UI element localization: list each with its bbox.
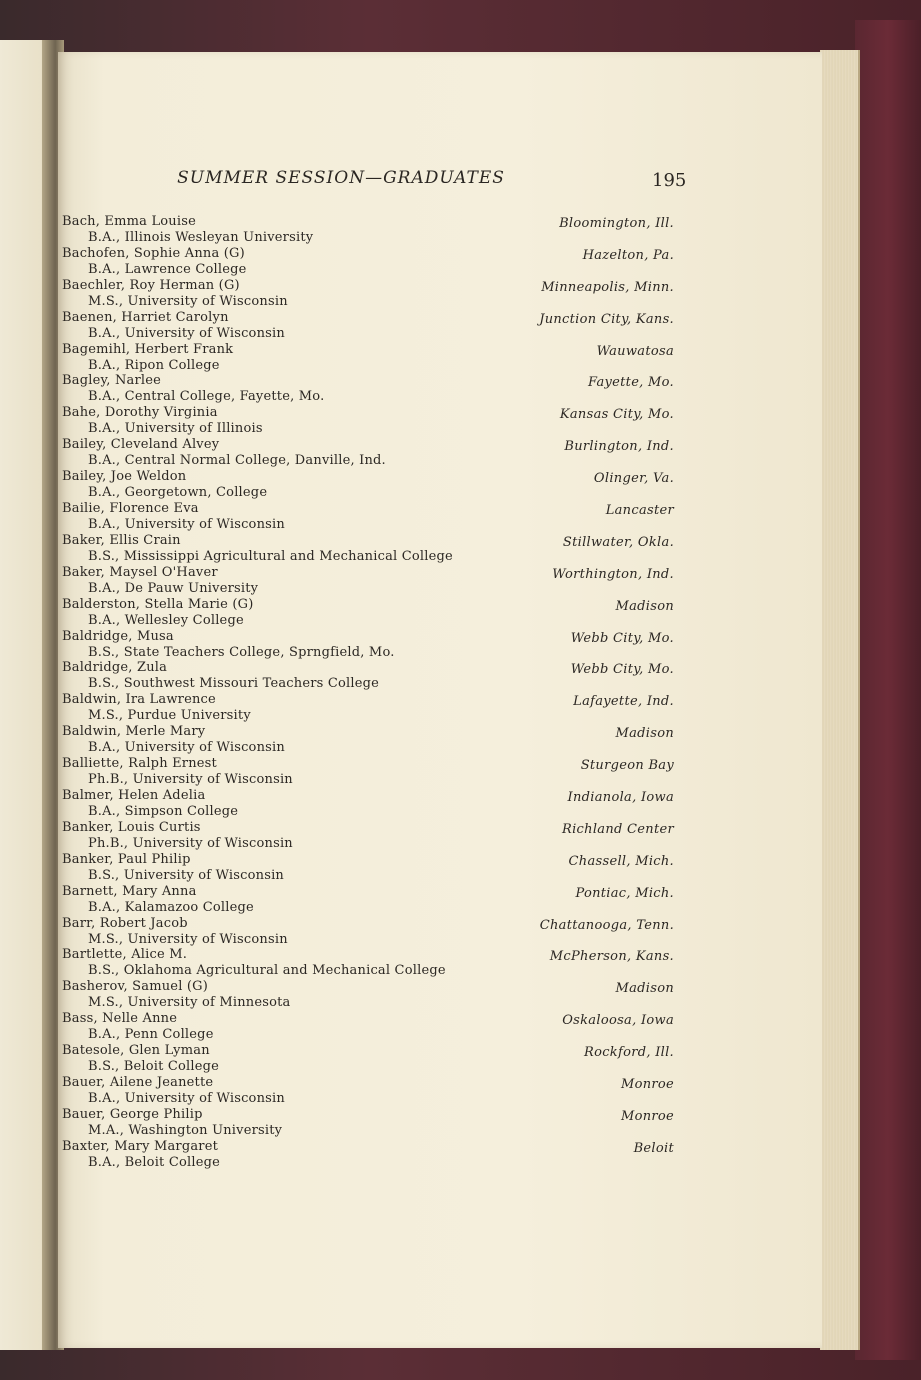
graduate-degree: M.S., University of Wisconsin	[88, 931, 288, 947]
graduate-entry	[62, 820, 682, 852]
graduate-name: Bailey, Joe Weldon	[62, 469, 187, 485]
graduate-entry	[62, 629, 682, 661]
graduate-hometown: Lancaster	[605, 503, 674, 519]
page-edges	[820, 50, 860, 1350]
graduate-hometown: Webb City, Mo.	[570, 630, 674, 646]
graduate-name: Baenen, Harriet Carolyn	[62, 309, 229, 325]
graduate-entry	[62, 884, 682, 916]
graduate-entry	[62, 469, 682, 501]
graduate-degree: B.A., Simpson College	[88, 804, 239, 820]
graduate-hometown: Monroe	[620, 1108, 674, 1124]
graduate-entry	[62, 788, 682, 820]
graduate-name: Balderston, Stella Marie (G)	[62, 596, 254, 612]
graduate-entry	[62, 597, 682, 629]
graduate-entry	[62, 501, 682, 533]
graduate-hometown: Monroe	[620, 1077, 674, 1093]
graduate-entry	[62, 405, 682, 437]
graduate-hometown: Chattanooga, Tenn.	[539, 917, 674, 933]
graduate-name: Baldridge, Musa	[62, 628, 174, 644]
graduate-entry	[62, 246, 682, 278]
graduate-degree: B.S., Southwest Missouri Teachers College	[88, 676, 380, 692]
graduate-hometown: Olinger, Va.	[593, 471, 674, 487]
graduate-degree: B.S., University of Wisconsin	[88, 867, 285, 883]
graduate-degree: B.A., Beloit College	[88, 1154, 221, 1170]
graduate-entry	[62, 1075, 682, 1107]
graduate-hometown: Worthington, Ind.	[552, 566, 674, 582]
graduate-entry	[62, 278, 682, 310]
graduate-hometown: McPherson, Kans.	[549, 949, 674, 965]
graduate-entry	[62, 692, 682, 724]
page-number: 195	[652, 170, 687, 191]
graduate-hometown: Hazelton, Pa.	[582, 247, 674, 263]
graduate-hometown: Junction City, Kans.	[539, 311, 674, 327]
graduate-hometown: Kansas City, Mo.	[559, 407, 674, 423]
graduate-degree: M.S., Purdue University	[88, 708, 251, 724]
graduate-hometown: Sturgeon Bay	[580, 758, 674, 774]
graduate-entry	[62, 1139, 682, 1171]
graduate-degree: M.S., University of Minnesota	[88, 995, 291, 1011]
graduate-degree: Ph.B., University of Wisconsin	[88, 835, 293, 851]
graduate-entry	[62, 373, 682, 405]
graduate-entry	[62, 533, 682, 565]
graduate-list	[62, 214, 682, 1171]
graduate-hometown: Madison	[615, 981, 674, 997]
graduate-hometown: Webb City, Mo.	[570, 662, 674, 678]
graduate-degree: B.A., Central Normal College, Danville, Ind.	[88, 453, 386, 469]
graduate-name: Bach, Emma Louise	[62, 214, 197, 229]
graduate-name: Basherov, Samuel (G)	[62, 979, 209, 995]
graduate-entry	[62, 852, 682, 884]
graduate-name: Bailey, Cleveland Alvey	[62, 437, 220, 453]
graduate-name: Baker, Maysel O'Haver	[62, 564, 218, 580]
graduate-name: Bachofen, Sophie Anna (G)	[62, 245, 245, 261]
graduate-degree: B.A., University of Wisconsin	[88, 325, 285, 341]
graduate-name: Batesole, Glen Lyman	[62, 1043, 210, 1059]
graduate-degree: B.S., Beloit College	[88, 1059, 220, 1075]
graduate-name: Balmer, Helen Adelia	[62, 788, 206, 804]
graduate-entry	[62, 437, 682, 469]
graduate-hometown: Wauwatosa	[596, 343, 674, 359]
graduate-name: Baldwin, Merle Mary	[62, 724, 206, 740]
graduate-degree: B.A., University of Wisconsin	[88, 740, 285, 756]
graduate-degree: B.A., University of Illinois	[88, 421, 263, 437]
graduate-hometown: Madison	[615, 598, 674, 614]
graduate-entry	[62, 916, 682, 948]
graduate-hometown: Rockford, Ill.	[584, 1045, 674, 1061]
graduate-name: Bailie, Florence Eva	[62, 501, 199, 517]
graduate-degree: B.A., Georgetown, College	[88, 485, 268, 501]
graduate-name: Bagley, Narlee	[62, 373, 162, 389]
graduate-degree: B.A., Illinois Wesleyan University	[88, 230, 314, 245]
graduate-entry	[62, 1107, 682, 1139]
graduate-hometown: Richland Center	[562, 821, 674, 837]
graduate-degree: B.A., Ripon College	[88, 357, 220, 373]
graduate-degree: B.S., Mississippi Agricultural and Mechanical College	[88, 548, 453, 564]
graduate-name: Bagemihl, Herbert Frank	[62, 341, 234, 357]
graduate-degree: B.S., State Teachers College, Sprngfield, Mo.	[88, 644, 395, 660]
graduate-hometown: Oskaloosa, Iowa	[562, 1013, 674, 1029]
graduate-name: Balliette, Ralph Ernest	[62, 756, 217, 772]
graduate-degree: B.S., Oklahoma Agricultural and Mechanical College	[88, 963, 446, 979]
cover-edge	[855, 20, 921, 1360]
graduate-hometown: Lafayette, Ind.	[573, 694, 674, 710]
graduate-name: Bass, Nelle Anne	[62, 1011, 178, 1027]
graduate-hometown: Madison	[615, 726, 674, 742]
graduate-entry	[62, 660, 682, 692]
graduate-name: Baker, Ellis Crain	[62, 532, 181, 548]
graduate-entry	[62, 310, 682, 342]
graduate-degree: B.A., De Pauw University	[88, 580, 259, 596]
graduate-name: Baldwin, Ira Lawrence	[62, 692, 216, 708]
graduate-name: Baxter, Mary Margaret	[62, 1138, 219, 1154]
graduate-hometown: Indianola, Iowa	[567, 790, 674, 806]
graduate-name: Bauer, Ailene Jeanette	[62, 1075, 214, 1091]
graduate-hometown: Minneapolis, Minn.	[541, 279, 674, 295]
graduate-name: Bauer, George Philip	[62, 1106, 203, 1122]
graduate-degree: B.A., Penn College	[88, 1027, 214, 1043]
graduate-hometown: Fayette, Mo.	[588, 375, 674, 391]
graduate-hometown: Chassell, Mich.	[568, 853, 674, 869]
graduate-entry	[62, 756, 682, 788]
graduate-degree: B.A., Kalamazoo College	[88, 899, 254, 915]
graduate-hometown: Stillwater, Okla.	[562, 534, 674, 550]
graduate-name: Banker, Paul Philip	[62, 851, 191, 867]
graduate-entry	[62, 565, 682, 597]
graduate-degree: Ph.B., University of Wisconsin	[88, 772, 293, 788]
graduate-name: Barnett, Mary Anna	[62, 883, 197, 899]
graduate-name: Bartlette, Alice M.	[62, 947, 188, 963]
graduate-entry	[62, 979, 682, 1011]
graduate-entry	[62, 342, 682, 374]
graduate-entry	[62, 214, 682, 246]
graduate-degree: M.S., University of Wisconsin	[88, 293, 288, 309]
graduate-hometown: Pontiac, Mich.	[575, 885, 674, 901]
running-head: SUMMER SESSION—GRADUATES	[177, 168, 505, 188]
graduate-hometown: Beloit	[633, 1140, 674, 1156]
graduate-degree: B.A., Central College, Fayette, Mo.	[88, 389, 325, 405]
graduate-degree: B.A., Wellesley College	[88, 612, 244, 628]
graduate-name: Banker, Louis Curtis	[62, 819, 201, 835]
graduate-hometown: Burlington, Ind.	[564, 439, 674, 455]
graduate-entry	[62, 724, 682, 756]
graduate-hometown: Bloomington, Ill.	[559, 216, 674, 231]
graduate-name: Baechler, Roy Herman (G)	[62, 277, 240, 293]
graduate-name: Baldridge, Zula	[62, 660, 168, 676]
graduate-entry	[62, 947, 682, 979]
graduate-entry	[62, 1011, 682, 1043]
graduate-degree: B.A., University of Wisconsin	[88, 1091, 285, 1107]
graduate-degree: B.A., Lawrence College	[88, 261, 247, 277]
graduate-name: Barr, Robert Jacob	[62, 915, 188, 931]
graduate-name: Bahe, Dorothy Virginia	[62, 405, 218, 421]
graduate-entry	[62, 1043, 682, 1075]
graduate-degree: B.A., University of Wisconsin	[88, 517, 285, 533]
graduate-degree: M.A., Washington University	[88, 1122, 283, 1138]
